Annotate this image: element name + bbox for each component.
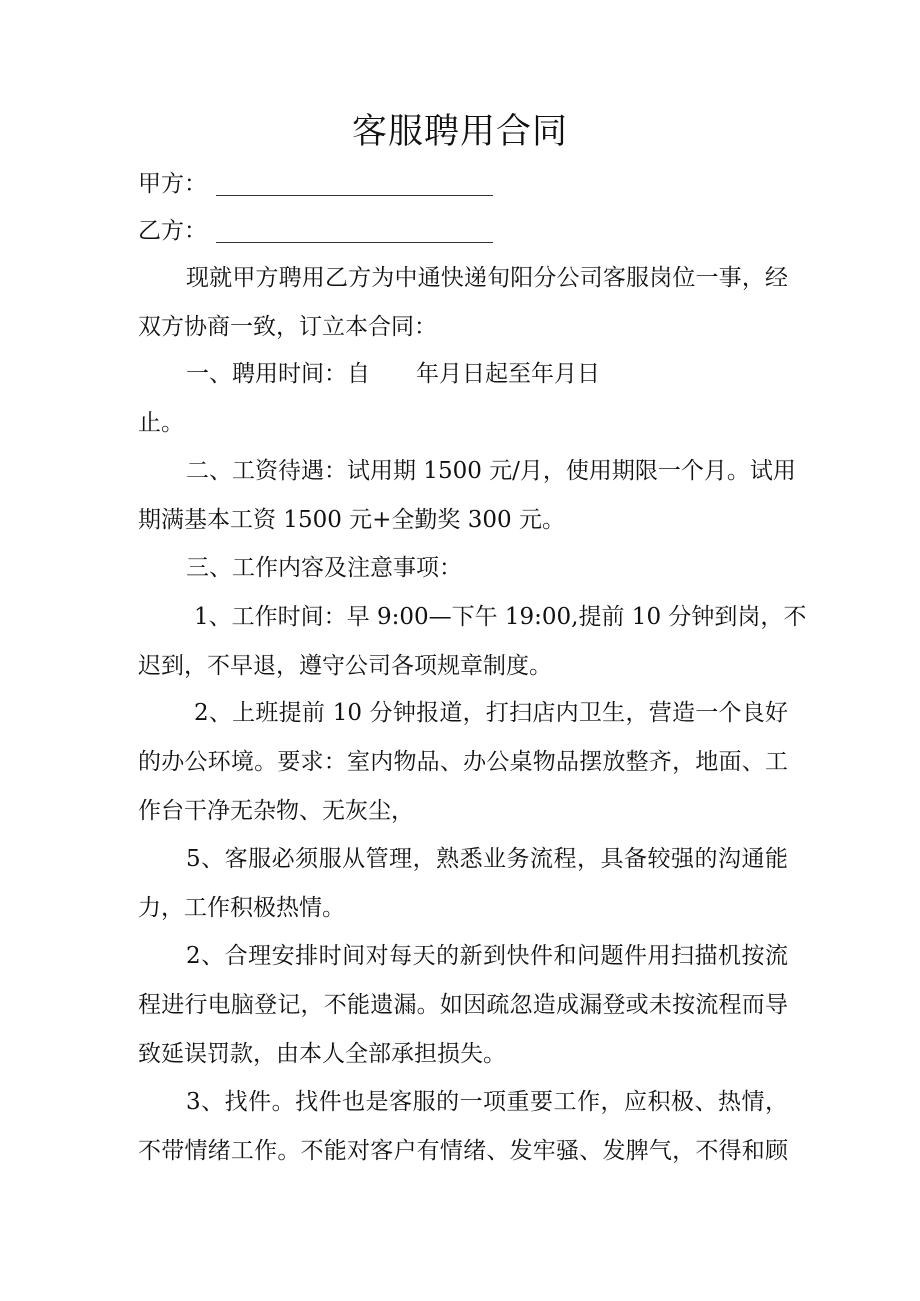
intro-line-1: 现就甲方聘用乙方为中通快递旬阳分公司客服岗位一事，经	[186, 265, 788, 291]
party-a-label: 甲方：	[138, 171, 207, 197]
item-2b-paragraph	[138, 932, 788, 1079]
party-b-line	[138, 211, 207, 251]
party-a-blank	[216, 195, 493, 196]
section-3-heading: 三、工作内容及注意事项：	[186, 555, 462, 581]
item-3-line-1: 3、找件。找件也是客服的一项重要工作，应积极、热情，	[186, 1089, 788, 1115]
item-2-paragraph	[138, 689, 788, 836]
section-1-line-2: 止。	[138, 410, 184, 436]
item-2b-line-3: 致延误罚款，由本人全部承担损失。	[138, 1041, 506, 1067]
item-1-paragraph	[138, 593, 807, 691]
section-2-paragraph	[138, 447, 796, 545]
item-2b-line-1: 2、合理安排时间对每天的新到快件和问题件用扫描机按流	[186, 943, 788, 969]
section-2-line-2: 期满基本工资 1500 元+全勤奖 300 元。	[138, 507, 565, 533]
item-5-line-2: 力，工作积极热情。	[138, 895, 345, 921]
party-b-blank	[216, 242, 493, 243]
item-1-line-2: 迟到，不早退，遵守公司各项规章制度。	[138, 653, 552, 679]
item-3-line-2: 不带情绪工作。不能对客户有情绪、发牢骚、发脾气，不得和顾	[138, 1138, 788, 1164]
item-2-line-3: 作台干净无杂物、无灰尘，	[138, 798, 414, 824]
item-1-line-1: 1、工作时间：早 9:00—下午 19:00,提前 10 分钟到岗，不	[194, 604, 807, 630]
item-2b-line-2: 程进行电脑登记，不能遗漏。如因疏忽造成漏登或未按流程而导	[138, 992, 788, 1018]
section-1-paragraph	[138, 350, 788, 448]
item-5-line-1: 5、客服必须服从管理，熟悉业务流程，具备较强的沟通能	[186, 846, 788, 872]
party-b-label: 乙方：	[138, 218, 207, 244]
section-1-line-1: 一、聘用时间：自 年月日起至年月日	[186, 361, 600, 387]
section-3-heading-paragraph	[138, 544, 788, 593]
document-title: 客服聘用合同	[351, 112, 568, 152]
item-2-line-1: 2、上班提前 10 分钟报道，打扫店内卫生，营造一个良好	[194, 700, 788, 726]
intro-line-2: 双方协商一致，订立本合同：	[138, 314, 437, 340]
intro-paragraph	[138, 254, 788, 352]
item-3-paragraph	[138, 1078, 788, 1176]
party-a-line	[138, 164, 207, 204]
section-2-line-1: 二、工资待遇：试用期 1500 元/月，使用期限一个月。试用	[186, 458, 796, 484]
item-2-line-2: 的办公环境。要求：室内物品、办公桌物品摆放整齐，地面、工	[138, 749, 788, 775]
item-5-paragraph	[138, 835, 788, 933]
